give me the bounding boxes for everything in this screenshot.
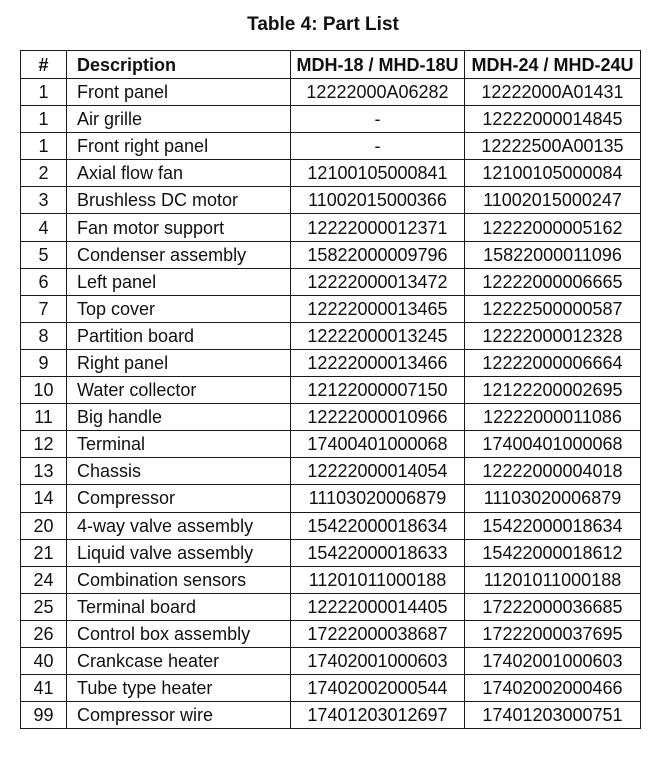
mdh24-part-code-cell: 12222000004018 xyxy=(465,458,641,485)
table-row xyxy=(21,675,641,702)
description-cell: Chassis xyxy=(67,458,291,485)
part-number-cell: 5 xyxy=(21,241,67,268)
description-cell: Brushless DC motor xyxy=(67,187,291,214)
description-cell: Compressor xyxy=(67,485,291,512)
table-row xyxy=(21,539,641,566)
table-row xyxy=(21,485,641,512)
mdh24-part-code-cell: 12100105000084 xyxy=(465,160,641,187)
table-row xyxy=(21,268,641,295)
mdh18-part-code-cell: 17400401000068 xyxy=(291,431,465,458)
part-number-cell: 3 xyxy=(21,187,67,214)
part-number-cell: 7 xyxy=(21,295,67,322)
part-number-cell: 10 xyxy=(21,377,67,404)
mdh18-part-code-cell: 17402002000544 xyxy=(291,675,465,702)
mdh24-part-code-cell: 12222000005162 xyxy=(465,214,641,241)
description-cell: Combination sensors xyxy=(67,566,291,593)
part-number-cell: 99 xyxy=(21,702,67,729)
mdh18-part-code-cell: 17401203012697 xyxy=(291,702,465,729)
table-row xyxy=(21,241,641,268)
mdh24-part-code-cell: 12222500A00135 xyxy=(465,133,641,160)
mdh18-part-code-cell: - xyxy=(291,133,465,160)
description-cell: Compressor wire xyxy=(67,702,291,729)
description-cell: Fan motor support xyxy=(67,214,291,241)
mdh24-part-code-cell: 15422000018634 xyxy=(465,512,641,539)
mdh18-part-code-cell: 17222000038687 xyxy=(291,620,465,647)
mdh18-part-code-cell: 12222000013465 xyxy=(291,295,465,322)
mdh18-part-code-cell: 12222000013472 xyxy=(291,268,465,295)
table-row xyxy=(21,647,641,674)
mdh18-part-code-cell: 12222000014054 xyxy=(291,458,465,485)
mdh18-part-code-cell: 12222000010966 xyxy=(291,404,465,431)
mdh18-part-code-cell: 15822000009796 xyxy=(291,241,465,268)
description-cell: Axial flow fan xyxy=(67,160,291,187)
mdh18-part-code-cell: 12222000014405 xyxy=(291,593,465,620)
mdh24-part-code-cell: 12222000014845 xyxy=(465,106,641,133)
table-row xyxy=(21,593,641,620)
mdh24-part-code-cell: 12222000A01431 xyxy=(465,79,641,106)
table-row xyxy=(21,79,641,106)
mdh24-part-code-cell: 17222000037695 xyxy=(465,620,641,647)
mdh24-part-code-cell: 11201011000188 xyxy=(465,566,641,593)
part-number-cell: 9 xyxy=(21,349,67,376)
mdh24-part-code-cell: 11002015000247 xyxy=(465,187,641,214)
description-cell: Crankcase heater xyxy=(67,647,291,674)
table-row xyxy=(21,702,641,729)
description-cell: Tube type heater xyxy=(67,675,291,702)
part-number-cell: 6 xyxy=(21,268,67,295)
table-title: Table 4: Part List xyxy=(247,14,399,35)
part-number-cell: 12 xyxy=(21,431,67,458)
mdh18-part-code-cell: 12222000012371 xyxy=(291,214,465,241)
mdh18-part-code-cell: 12222000013245 xyxy=(291,322,465,349)
table-row xyxy=(21,431,641,458)
part-number-cell: 1 xyxy=(21,106,67,133)
mdh18-part-code-cell: 12222000A06282 xyxy=(291,79,465,106)
description-cell: Control box assembly xyxy=(67,620,291,647)
mdh24-part-code-cell: 17400401000068 xyxy=(465,431,641,458)
description-cell: Big handle xyxy=(67,404,291,431)
mdh24-part-code-cell: 17402002000466 xyxy=(465,675,641,702)
part-number-cell: 4 xyxy=(21,214,67,241)
table-header-row xyxy=(21,51,641,79)
table-row xyxy=(21,404,641,431)
part-number-cell: 1 xyxy=(21,133,67,160)
part-number-cell: 24 xyxy=(21,566,67,593)
table-row xyxy=(21,566,641,593)
description-cell: Condenser assembly xyxy=(67,241,291,268)
mdh24-part-code-cell: 17401203000751 xyxy=(465,702,641,729)
table-row xyxy=(21,377,641,404)
part-number-cell: 2 xyxy=(21,160,67,187)
description-cell: Top cover xyxy=(67,295,291,322)
part-number-cell: 8 xyxy=(21,322,67,349)
table-row xyxy=(21,133,641,160)
table-row xyxy=(21,295,641,322)
header-mdh24: MDH-24 / MHD-24U xyxy=(465,51,641,79)
description-cell: Air grille xyxy=(67,106,291,133)
description-cell: Liquid valve assembly xyxy=(67,539,291,566)
table-row xyxy=(21,349,641,376)
table-row xyxy=(21,106,641,133)
description-cell: Front right panel xyxy=(67,133,291,160)
table-row xyxy=(21,214,641,241)
part-number-cell: 26 xyxy=(21,620,67,647)
mdh24-part-code-cell: 12222000012328 xyxy=(465,322,641,349)
part-number-cell: 40 xyxy=(21,647,67,674)
part-number-cell: 25 xyxy=(21,593,67,620)
part-number-cell: 1 xyxy=(21,79,67,106)
header-description: Description xyxy=(67,51,291,79)
mdh24-part-code-cell: 15422000018612 xyxy=(465,539,641,566)
table-row xyxy=(21,620,641,647)
mdh18-part-code-cell: - xyxy=(291,106,465,133)
description-cell: Water collector xyxy=(67,377,291,404)
table-row xyxy=(21,458,641,485)
description-cell: Terminal board xyxy=(67,593,291,620)
description-cell: Left panel xyxy=(67,268,291,295)
table-row xyxy=(21,160,641,187)
part-number-cell: 11 xyxy=(21,404,67,431)
mdh24-part-code-cell: 12222000011086 xyxy=(465,404,641,431)
description-cell: Right panel xyxy=(67,349,291,376)
mdh18-part-code-cell: 17402001000603 xyxy=(291,647,465,674)
header-number: # xyxy=(21,51,67,79)
mdh24-part-code-cell: 12122200002695 xyxy=(465,377,641,404)
mdh18-part-code-cell: 12222000013466 xyxy=(291,349,465,376)
mdh18-part-code-cell: 11002015000366 xyxy=(291,187,465,214)
mdh24-part-code-cell: 12222000006664 xyxy=(465,349,641,376)
description-cell: Terminal xyxy=(67,431,291,458)
table-row xyxy=(21,512,641,539)
part-number-cell: 13 xyxy=(21,458,67,485)
mdh18-part-code-cell: 12122000007150 xyxy=(291,377,465,404)
description-cell: Partition board xyxy=(67,322,291,349)
mdh18-part-code-cell: 12100105000841 xyxy=(291,160,465,187)
mdh24-part-code-cell: 12222500000587 xyxy=(465,295,641,322)
mdh18-part-code-cell: 11201011000188 xyxy=(291,566,465,593)
mdh18-part-code-cell: 15422000018633 xyxy=(291,539,465,566)
part-number-cell: 41 xyxy=(21,675,67,702)
mdh18-part-code-cell: 15422000018634 xyxy=(291,512,465,539)
part-number-cell: 20 xyxy=(21,512,67,539)
description-cell: Front panel xyxy=(67,79,291,106)
mdh24-part-code-cell: 11103020006879 xyxy=(465,485,641,512)
part-number-cell: 14 xyxy=(21,485,67,512)
mdh24-part-code-cell: 15822000011096 xyxy=(465,241,641,268)
part-number-cell: 21 xyxy=(21,539,67,566)
mdh24-part-code-cell: 12222000006665 xyxy=(465,268,641,295)
mdh24-part-code-cell: 17222000036685 xyxy=(465,593,641,620)
mdh18-part-code-cell: 11103020006879 xyxy=(291,485,465,512)
table-row xyxy=(21,322,641,349)
header-mdh18: MDH-18 / MHD-18U xyxy=(291,51,465,79)
mdh24-part-code-cell: 17402001000603 xyxy=(465,647,641,674)
description-cell: 4-way valve assembly xyxy=(67,512,291,539)
part-list-table xyxy=(20,50,641,729)
table-row xyxy=(21,187,641,214)
